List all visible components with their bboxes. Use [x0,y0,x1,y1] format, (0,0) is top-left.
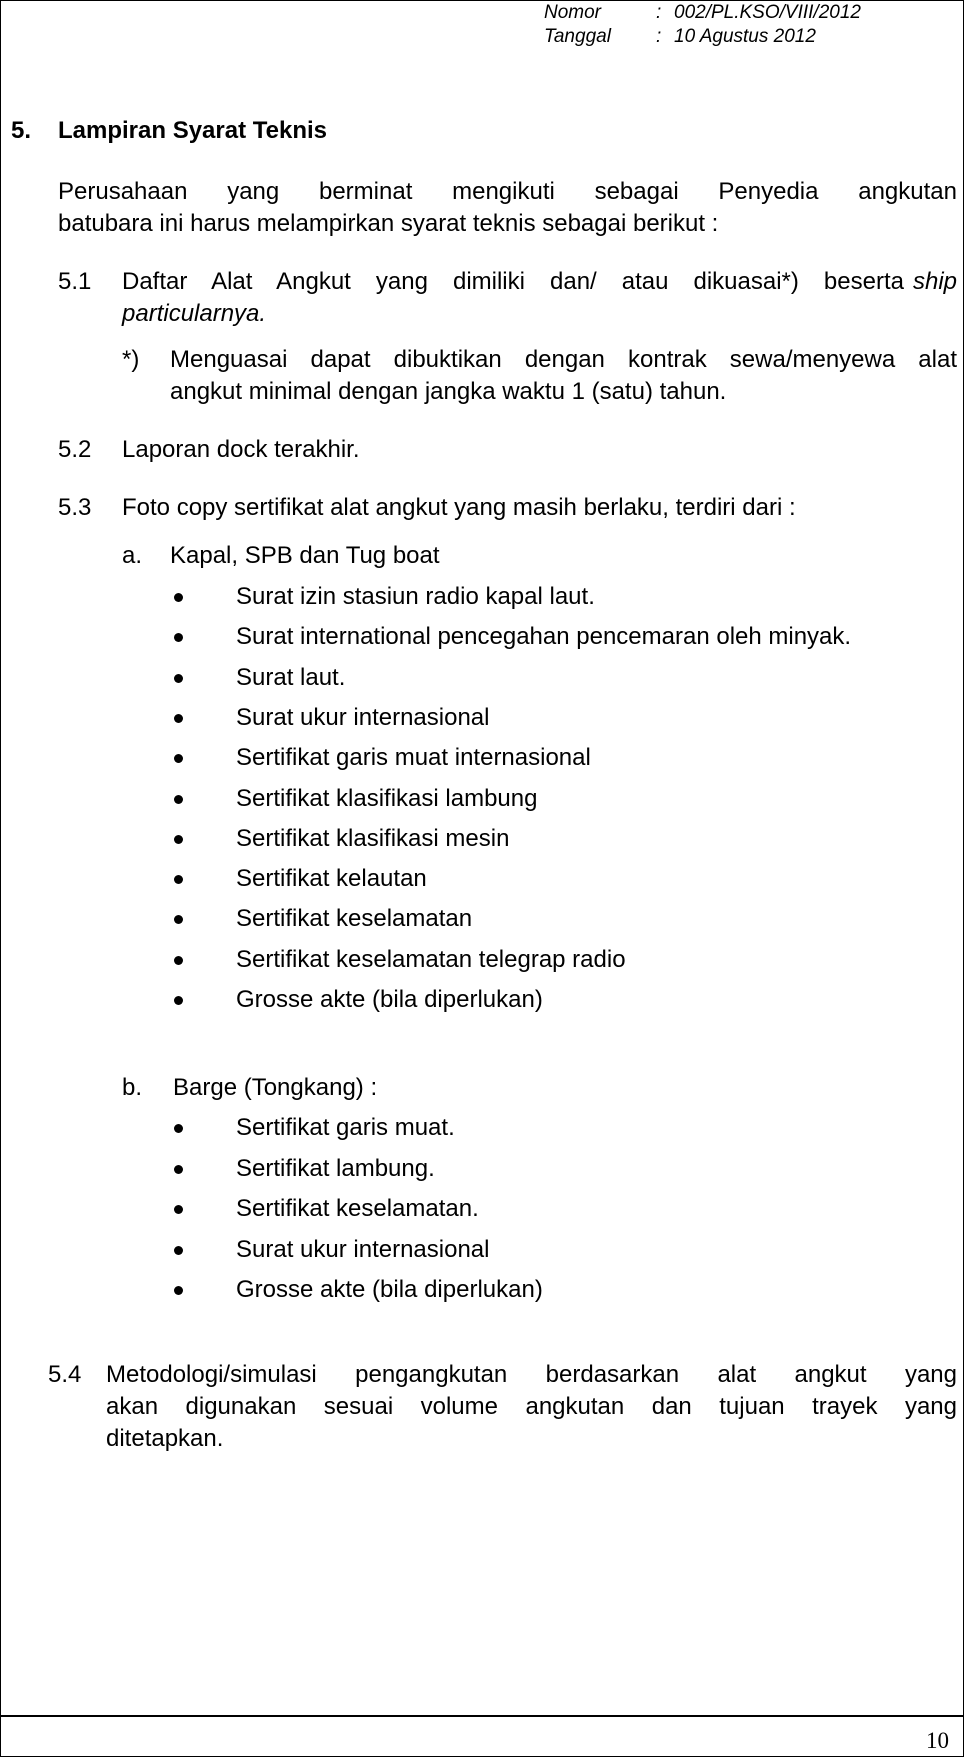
item-5-2-number: 5.2 [58,436,92,463]
bullet-icon [174,1165,183,1174]
bullet-icon [174,674,183,683]
list-item: Surat izin stasiun radio kapal laut. [236,583,595,610]
list-item: Sertifikat garis muat internasional [236,744,591,772]
bullet-icon [174,754,183,763]
list-item: Sertifikat keselamatan telegrap radio [236,945,626,973]
section-title: Lampiran Syarat Teknis [58,117,327,144]
bullet-icon [174,633,183,642]
page-number: 10 [926,1728,949,1753]
list-item: Sertifikat klasifikasi mesin [236,824,510,852]
sub-a-label: a. [122,542,143,569]
item-5-1-line-2 [122,298,266,330]
bullet-icon [174,795,183,804]
item-5-1-text: Daftar Alat Angkut yang dimiliki dan/ atau dikuasai*) beserta [122,268,904,295]
intro-line-1: Perusahaan yang berminat mengikuti sebagai Penyedia angkutan [58,178,957,205]
item-5-4-number: 5.4 [48,1361,82,1388]
nomor-colon: : [656,2,662,23]
section-number: 5. [11,117,32,144]
note-line-1: Menguasai dapat dibuktikan dengan kontrak sewa/menyewa alat [170,346,957,373]
sub-a-title: Kapal, SPB dan Tug boat [170,542,440,569]
list-item: Grosse akte (bila diperlukan) [236,986,543,1013]
item-5-2-text: Laporan dock terakhir. [122,436,360,463]
list-item: Surat ukur internasional [236,1235,490,1263]
item-5-4-line-3: ditetapkan. [106,1425,224,1452]
bullet-icon [174,1205,183,1214]
note-line-2: angkut minimal dengan jangka waktu 1 (satu) tahun. [170,378,727,405]
list-item: Sertifikat keselamatan. [236,1195,479,1222]
list-item: Sertifikat lambung. [236,1154,435,1182]
note-mark: *) [122,346,140,373]
item-5-3-text: Foto copy sertifikat alat angkut yang masih berlaku, terdiri dari : [122,494,796,521]
bullet-icon [174,1286,183,1295]
list-item: Sertifikat kelautan [236,865,427,893]
item-5-1-line-1 [122,266,957,298]
bullet-icon [174,996,183,1005]
sub-b-title: Barge (Tongkang) : [173,1074,378,1101]
tanggal-colon: : [656,26,662,47]
item-5-4-line-2: akan digunakan sesuai volume angkutan dan tujuan trayek yang [106,1393,957,1420]
item-5-1-number: 5.1 [58,268,92,295]
bullet-icon [174,915,183,924]
tanggal-value: 10 Agustus 2012 [674,26,816,47]
item-5-4-line-1: Metodologi/simulasi pengangkutan berdasarkan alat angkut yang [106,1361,957,1388]
doc-header [544,1,864,51]
tanggal-label: Tanggal [544,26,611,47]
sub-b-label: b. [122,1074,143,1101]
bullet-icon [174,593,183,602]
list-item: Sertifikat garis muat. [236,1114,455,1141]
bullet-icon [174,1124,183,1133]
nomor-value: 002/PL.KSO/VIII/2012 [674,2,861,23]
nomor-label: Nomor [544,2,602,23]
bullet-icon [174,875,183,884]
bullet-icon [174,714,183,723]
list-item: Surat ukur internasional [236,703,490,731]
footer-rule [1,1715,963,1717]
list-item: Grosse akte (bila diperlukan) [236,1276,543,1303]
bullet-icon [174,956,183,965]
intro-line-2: batubara ini harus melampirkan syarat teknis sebagai berikut : [58,210,719,237]
list-item: Surat laut. [236,663,346,691]
item-5-1-italic-ship: ship [912,268,957,295]
list-item: Sertifikat klasifikasi lambung [236,784,538,812]
list-item: Sertifikat keselamatan [236,905,473,933]
bullet-icon [174,835,183,844]
list-item: Surat international pencegahan pencemaran oleh minyak. [236,623,852,651]
item-5-1-italic-particular: particularnya. [122,300,267,327]
item-5-3-number: 5.3 [58,494,92,521]
bullet-icon [174,1246,183,1255]
